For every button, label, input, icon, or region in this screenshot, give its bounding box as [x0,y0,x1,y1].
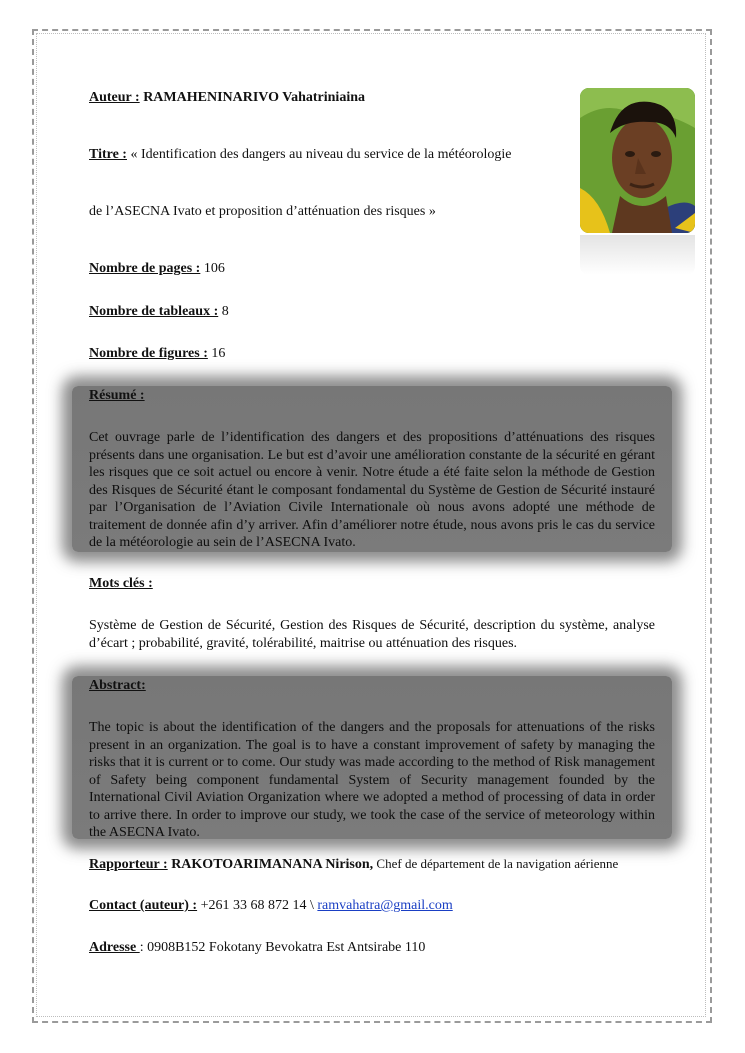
pages-line [89,260,225,278]
abstract-label: Abstract: [89,678,146,693]
keywords-text: Système de Gestion de Sécurité, Gestion des Risques de Sécurité, description du système, analyse d’écart ; probabilité, gravité, tolérabilité, maitrise ou atténuation des risques. [89,618,655,651]
rapporteur-role: Chef de département de la navigation aérienne [373,856,619,871]
resume-heading [89,387,145,405]
title-label: Titre : [89,147,127,162]
abstract-text: The topic is about the identification of the dangers and the proposals for attenuations of the risks present in an organization. The goal is to have a constant improvement of safety by managing the risks that it is current or to come. Our study was made according to the method of Risk management of Safety being component fundamental System of Security management founded by the International Civil Aviation Organization where we adopted a method of processing of data in order to arrive there. In order to improve our study, we took the case of the service of meteorology within the ASECNA Ivato. [89,720,655,840]
keywords-heading [89,575,153,593]
rapporteur-name: RAKOTOARIMANANA Nirison, [167,857,374,872]
title-line-2 [89,203,436,221]
author-photo-reflection [580,235,695,275]
keywords-label: Mots clés : [89,576,153,591]
contact-email-link[interactable]: ramvahatra@gmail.com [317,898,453,913]
contact-label: Contact (auteur) : [89,898,198,913]
tables-line [89,303,229,321]
address-value: : 0908B152 Fokotany Bevokatra Est Antsirabe 110 [139,940,426,955]
tables-label: Nombre de tableaux : [89,304,219,319]
portrait-icon [580,88,695,233]
resume-label: Résumé : [89,388,145,403]
title-text-1: « Identification des dangers au niveau du service de la météorologie [126,147,512,162]
figures-value: 16 [207,346,226,361]
author-label: Auteur : [89,90,140,105]
author-line [89,89,365,107]
author-photo-image [580,88,695,233]
contact-phone: +261 33 68 872 14 \ [197,898,318,913]
contact-line [89,897,453,915]
figures-label: Nombre de figures : [89,346,208,361]
pages-label: Nombre de pages : [89,261,201,276]
title-line-1 [89,146,511,164]
author-photo [580,88,695,273]
abstract-heading [89,677,146,695]
rapporteur-label: Rapporteur : [89,857,168,872]
rapporteur-line [89,855,618,874]
address-label: Adresse [89,940,140,955]
author-name: RAMAHENINARIVO Vahatriniaina [143,90,365,105]
figures-line [89,345,225,363]
title-text-2: de l’ASECNA Ivato et proposition d’atténuation des risques » [89,204,436,219]
pages-value: 106 [200,261,225,276]
resume-text: Cet ouvrage parle de l’identification des dangers et des propositions d’atténuations des risques présents dans une organisation. Le but est d’avoir une amélioration constante de la sécurité en gérant les risques que ce soit actuel ou encore à venir. Notre étude a été faite selon la méthode de Gestion des Risques de Sécurité étant le composant fondamental du Système de Gestion de Sécurité instauré par l’Organisation de l’Aviation Civile Internationale où nous avons adopté une méthode de traitement de donnée afin d’y arriver. Afin d’améliorer notre étude, nous avons pris le cas du service de la météorologie au sein de l’ASECNA Ivato. [89,430,655,550]
tables-value: 8 [218,304,229,319]
address-line [89,939,425,957]
